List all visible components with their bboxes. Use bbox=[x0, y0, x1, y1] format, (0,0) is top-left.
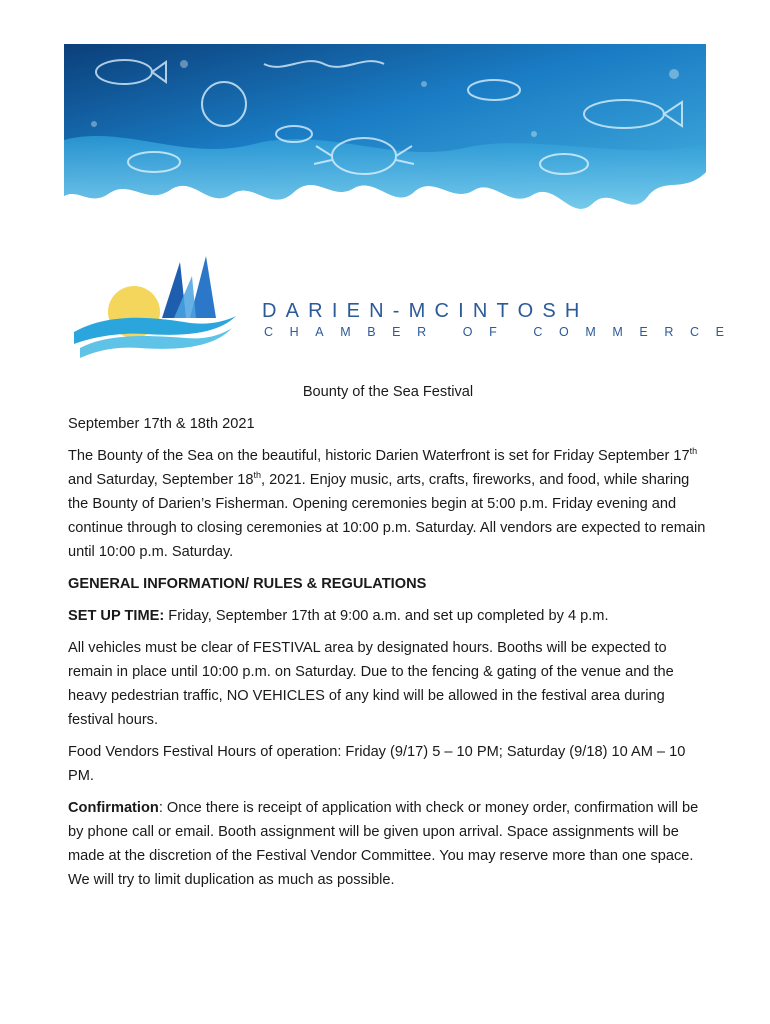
setup-time-label: SET UP TIME: bbox=[68, 608, 165, 624]
setup-time-text: Friday, September 17th at 9:00 a.m. and set up completed by 4 p.m. bbox=[164, 608, 609, 624]
festival-dates: September 17th & 18th 2021 bbox=[68, 416, 255, 432]
sun-sailboat-logo-icon bbox=[66, 252, 256, 372]
confirmation-text: : Once there is receipt of application with check or money order, confirmation will be by phone call or email. Booth assignment will be given upon arrival. Space assignments will be made at the discretion of the Festival Vendor Committee. You may reserve more than one space. We will try to limit duplication as much as possible. bbox=[68, 800, 699, 888]
logo-subtitle-text: CHAMBER OF COMMERCE bbox=[264, 325, 741, 339]
intro-superscript-1: th bbox=[689, 446, 698, 457]
logo-name-text: DARIEN-MCINTOSH bbox=[262, 300, 589, 322]
intro-text-part1: The Bounty of the Sea on the beautiful, historic Darien Waterfront is set for Friday September 17 bbox=[68, 448, 690, 464]
intro-superscript-2: th bbox=[253, 470, 262, 481]
sea-life-banner-image bbox=[64, 44, 706, 224]
chamber-logo bbox=[66, 252, 741, 372]
vehicles-paragraph: All vehicles must be clear of FESTIVAL area by designated hours. Booths will be expected to remain in place until 10:00 p.m. on Saturday. Due to the fencing & gating of the venue and the heavy pedestrian traffic, NO VEHICLES of any kind will be allowed in the festival area during festival hours. bbox=[68, 640, 674, 728]
document-title: Bounty of the Sea Festival bbox=[302, 384, 474, 400]
confirmation-label: Confirmation bbox=[68, 800, 159, 816]
food-hours-paragraph: Food Vendors Festival Hours of operation: Friday (9/17) 5 – 10 PM; Saturday (9/18) 10 AM – 10 PM. bbox=[68, 744, 686, 784]
setup-time-paragraph bbox=[68, 604, 708, 628]
intro-text-part2: and Saturday, September 18 bbox=[68, 472, 254, 488]
document-body bbox=[68, 380, 708, 900]
intro-text-part3: , 2021. Enjoy music, arts, crafts, fireworks, and food, while sharing the Bounty of Darien’s Fisherman. Opening ceremonies begin at 5:00 p.m. Friday evening and continue through to closing ceremonies at 10:00 p.m. Saturday. All vendors are expected to remain until 10:00 p.m. Saturday. bbox=[68, 472, 706, 560]
intro-paragraph bbox=[68, 444, 708, 564]
confirmation-paragraph bbox=[68, 796, 708, 892]
section-heading: GENERAL INFORMATION/ RULES & REGULATIONS bbox=[68, 576, 427, 592]
